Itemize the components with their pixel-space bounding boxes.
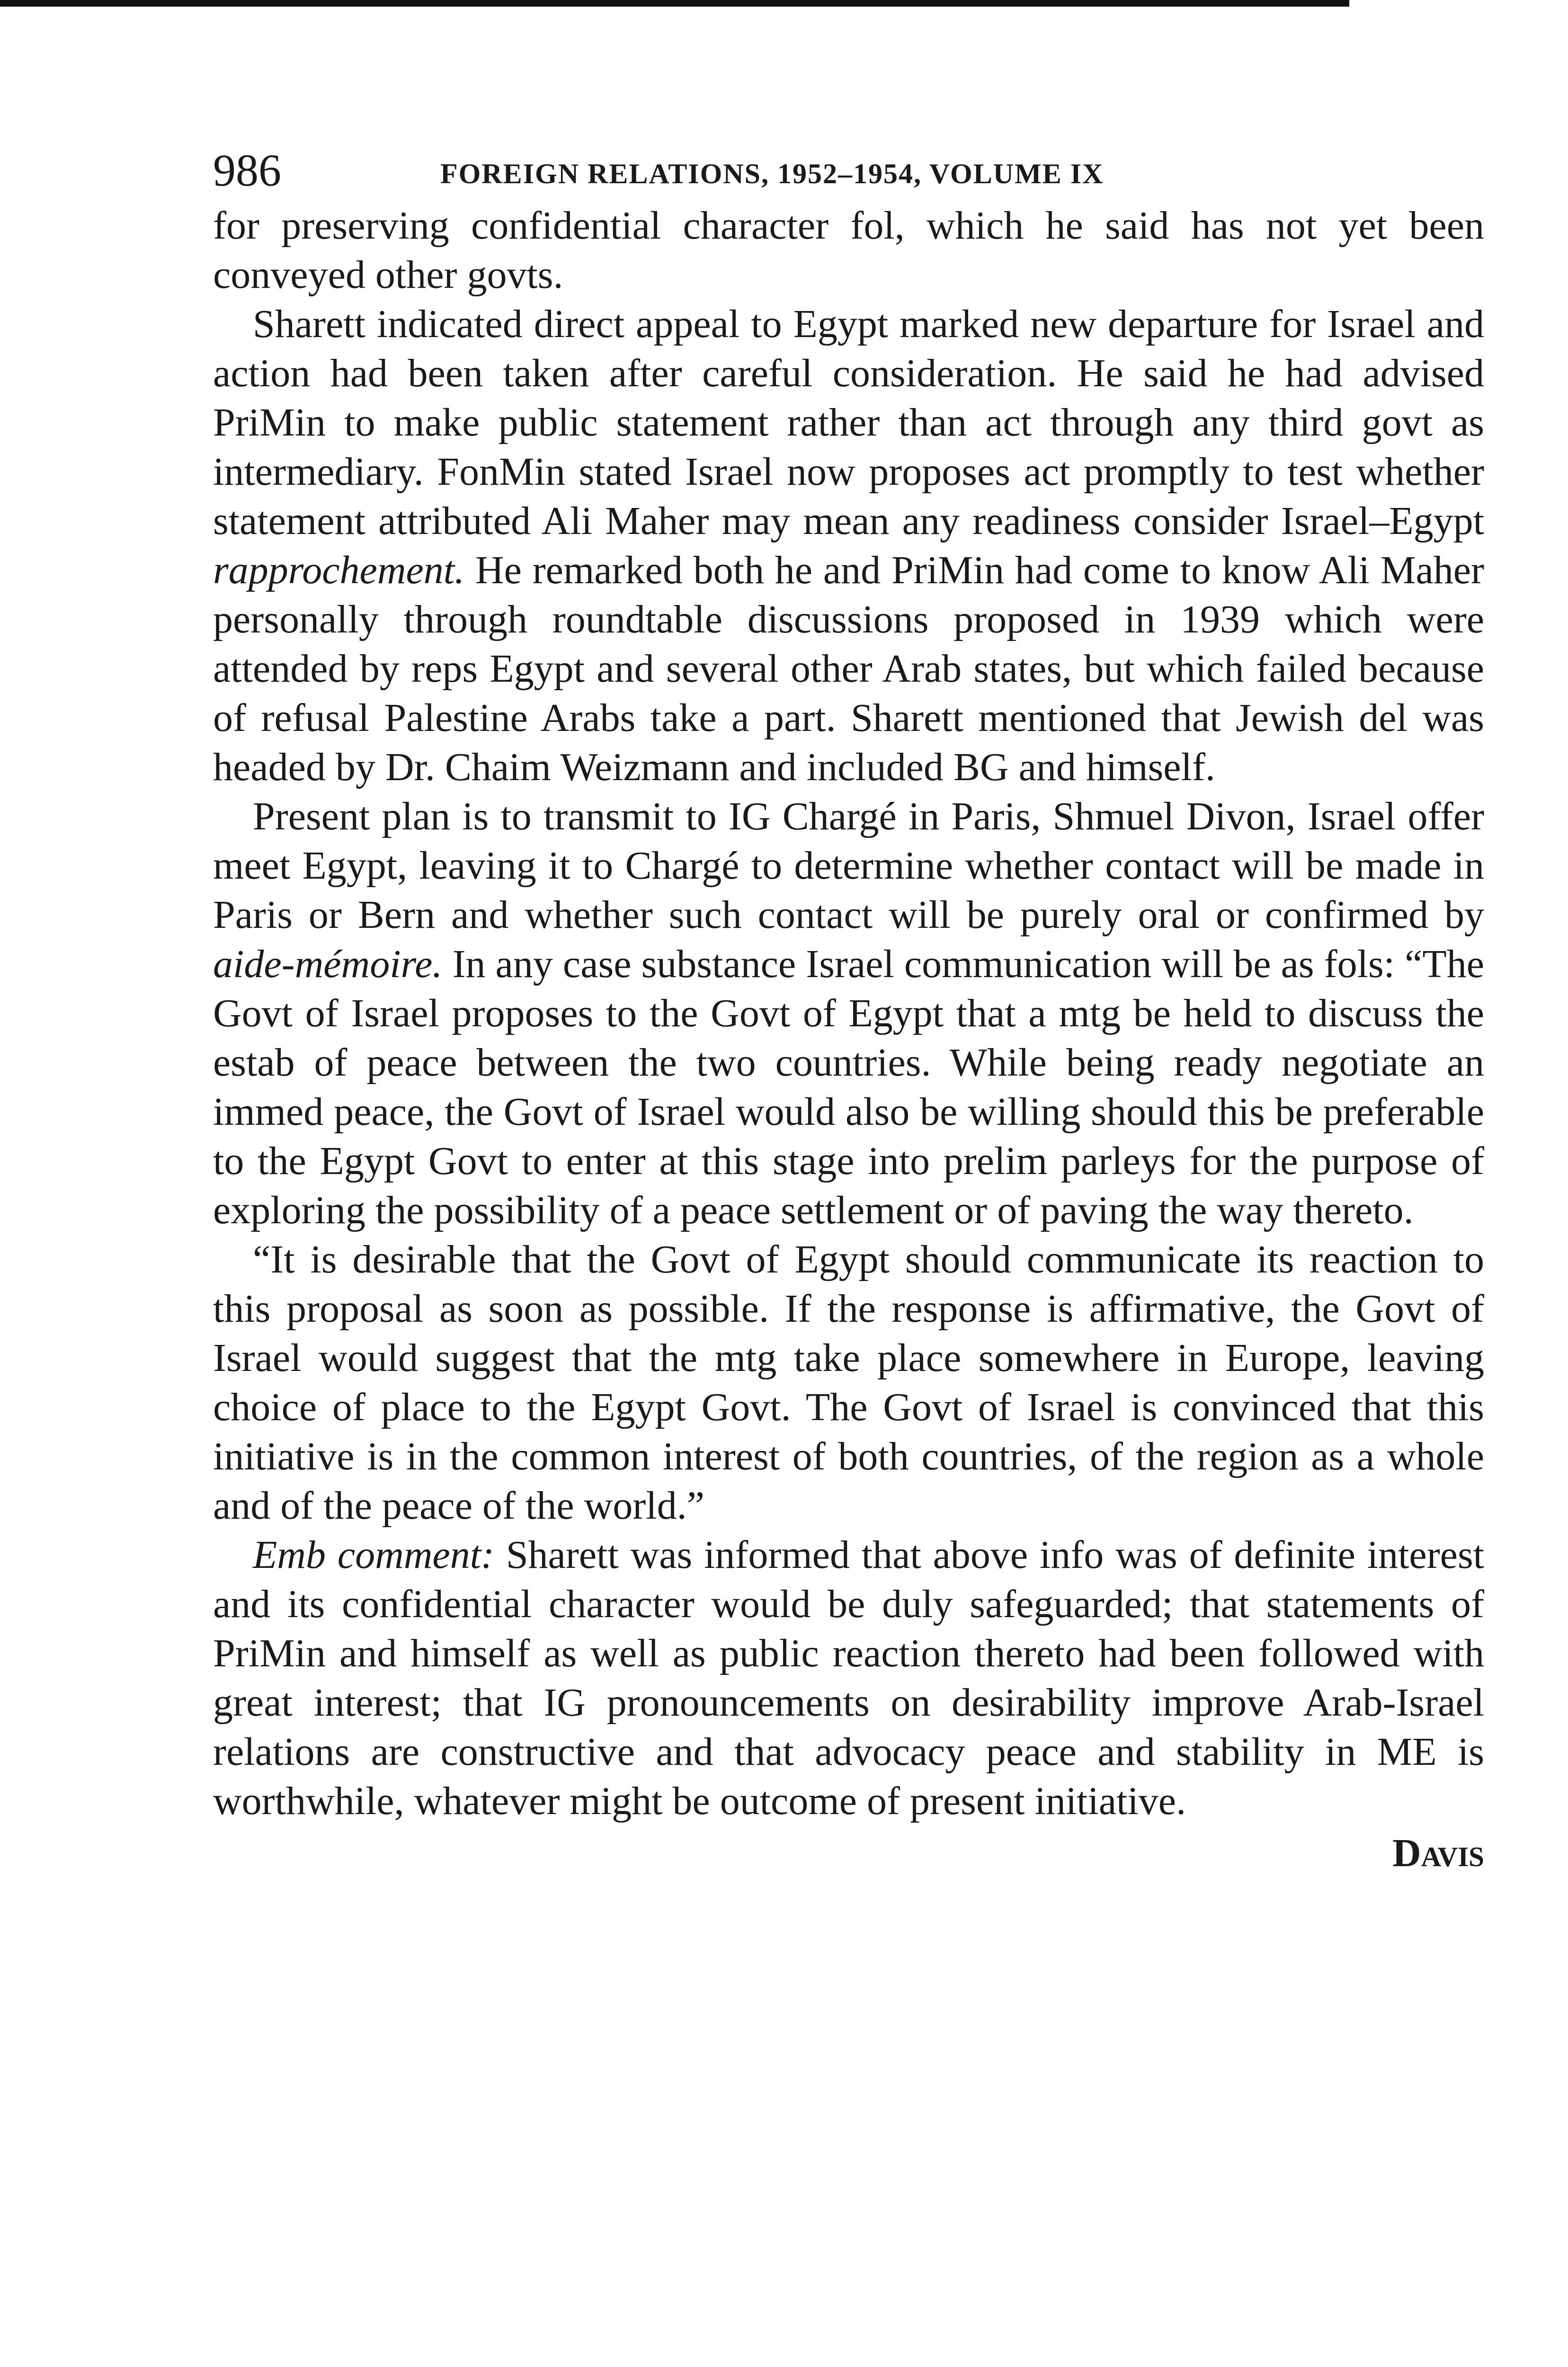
paragraph-sharett-appeal [213,300,1484,792]
emb-comment-label: Emb comment: [253,1533,495,1577]
document-page [213,140,1484,1878]
paragraph-text: Present plan is to transmit to IG Chargé in Paris, Shmuel Divon, Israel offer meet Egypt, leaving it to Chargé to determine whether contact will be made in Paris or Bern and whether such contact will be purely oral or confirmed by [213,794,1484,937]
italic-term-rapprochement: rapprochement. [213,548,465,592]
paragraph-quoted-proposal [213,1235,1484,1531]
paragraph-emb-comment [213,1531,1484,1826]
running-title: FOREIGN RELATIONS, 1952–1954, VOLUME IX [440,158,1104,189]
paragraph-text: Sharett was informed that above info was of definite interest and its confidential character would be duly safeguarded; that statements of PriMin and himself as well as public reaction thereto had been followed with great interest; that IG pronouncements on desirability improve Arab-Israel relations are constructive and that advocacy peace and stability in ME is worthwhile, whatever might be outcome of present initiative. [213,1533,1484,1823]
page-number: 986 [213,145,281,196]
paragraph-present-plan [213,792,1484,1235]
paragraph-text: Sharett indicated direct appeal to Egypt marked new departure for Israel and action had been taken after careful consideration. He said he had advised PriMin to make public statement rather than act through any third govt as intermediary. FonMin stated Israel now proposes act promptly to test whether statement attributed Ali Maher may mean any readiness consider Israel–Egypt [213,302,1484,543]
paragraph-text: He remarked both he and PriMin had come to know Ali Maher personally through roundtable discussions proposed in 1939 which were attended by reps Egypt and several other Arab states, but which failed because of refusal Palestine Arabs take a part. Sharett mentioned that Jewish del was headed by Dr. Chaim Weizmann and included BG and himself. [213,548,1484,789]
top-border-rule [0,0,1349,7]
italic-term-aide-memoire: aide-mémoire. [213,942,443,986]
running-head [213,140,1484,201]
paragraph-text: “It is desirable that the Govt of Egypt should communicate its reaction to this proposal as soon as possible. If the response is affirmative, the Govt of Israel would suggest that the mtg take place somewhere in Europe, leaving choice of place to the Egypt Govt. The Govt of Israel is convinced that this initiative is in the common interest of both countries, of the region as a whole and of the peace of the world.” [213,1237,1484,1528]
paragraph-continuation [213,201,1484,300]
paragraph-text: In any case substance Israel communication will be as fols: “The Govt of Israel proposes to the Govt of Egypt that a mtg be held to discuss the estab of peace between the two countries. While being ready negotiate an immed peace, the Govt of Israel would also be willing should this be preferable to the Egypt Govt to enter at this stage into prelim parleys for the purpose of exploring the possibility of a peace settlement or of paving the way thereto. [213,942,1484,1232]
paragraph-text: for preserving confidential character fol, which he said has not yet been conveyed other govts. [213,204,1484,297]
signature: Davis [1392,1831,1484,1875]
